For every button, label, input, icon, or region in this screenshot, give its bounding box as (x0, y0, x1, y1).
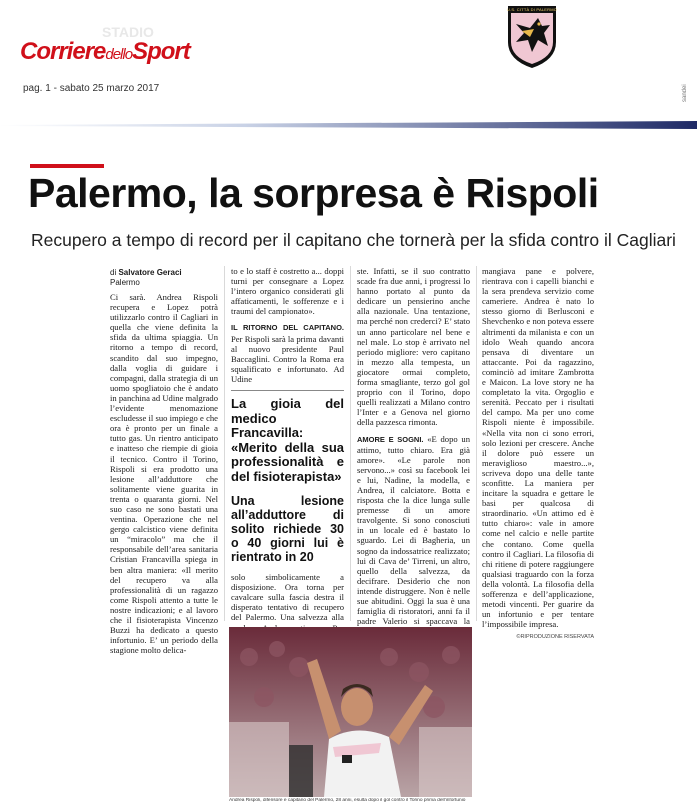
masthead-mid: dello (105, 46, 133, 63)
article-column-4 (482, 266, 594, 642)
header-divider-bar (0, 116, 697, 124)
article-column-2 (231, 266, 344, 663)
byline (110, 268, 218, 278)
palermo-crest-logo (504, 4, 560, 70)
column-text: solo simbolicamente a disposizione. Ora torna per cavalcare sulla fascia destra il disperato tentativo di recupero del Palermo. Una salvezza alla (231, 572, 344, 623)
column-separator (350, 266, 351, 621)
column-text: mangiava pane e polvere, rientrava con i capelli bianchi e la sera prendeva servizio come cameriere. Andrea è nato lo stesso giorno di Berlusconi e Shevchenko e non poteva essere altrimenti da milanista e con un idolo Weah quando ancora pensava di diventare un attaccante. Poi da ragazzino, cominciò ad imitare Zambrotta e Maicon. La love story ne ha completato la vita. Orgoglio e serenità. Peccato per i risultati del campo. Ma per uno come Rispoli niente è impossibile. «Nella vita non ci sono errori, solo lezioni per crescere. Anche il dolore può essere un meraviglioso maestro...», scriveva dopo una delle tante sconfitte. La maniera per incitare la squadra e gettare le basi per qualcosa di straordinario. «Un attimo ed è tutto chiaro»: vale in amore come nel calcio e nelle partite che contano. Come quella contro il Cagliari. La filosofia di chi ritiene di potere raggiungere qualsiasi traguardo con la forza della volontà. La filosofia della sofferenza e dell’applicazione, metodi vincenti. Per guarire da un infortunio e per tentare l’impossibile impresa. (482, 266, 594, 630)
column-separator (476, 266, 477, 621)
headline-red-rule (30, 164, 104, 168)
newspaper-masthead (20, 24, 190, 66)
article-column-1 (110, 268, 218, 655)
author-name: Salvatore Geraci (118, 268, 182, 277)
byline-prefix: di (110, 268, 117, 277)
column-text: Ci sarà. Andrea Rispoli recupera e Lopez potrà utilizzarlo contro il Cagliari in quella che viene definita la sfida da ultima spiaggia. Un ritorno a tempo di record, scandito dal suo impegno, dalla voglia di guidare i compagni, dalla strategia di un uomo spogliatoio che è andato in panchina ad Udine malgrado l’evidente menomazione escludesse il suo impiego e che ora è pronto per un finale a tutto gas. Un rientro anticipato e inatteso che riempie di gioia il tecnico. Contro il Torino, Rispoli si era prodotto una lesione all’adduttore che solitamente viene guarita in trenta o quaranta giorni. Nel suo caso ne sono bastati una ventina. Operazione che nel gergo calcistico viene definita un “miracolo” ma che il responsabile dell’area sanitaria Cristian Francavilla spiega in ben altra maniera: «Il merito del recupero va alla professionalità di un ragazzo come Rispoli attento a tutte le nostre indicazioni; e al lavoro che il fisioterapista Vincenzo Buzzi ha dedicato a questo infortunio. E’ un periodo della stagione molto delica- (110, 292, 218, 656)
highlight-quote-title: La gioia del medico Francavilla: «Merito della sua professionalità e del fisioterapista» (231, 396, 344, 484)
section-text: «E dopo un attimo, tutto chiaro. Era già amore». «Le parole non servono...» così su facebook lei e lui, Nadine, la modella, e Andrea, il calciatore. Botta e risposta che la dice lunga sulle premesse di un amore travolgente. Si sono conosciuti in un locale ed è bastato lo sguardo. Lei di Bagheria, un sogno da indossatrice realizzato; lui di Cava de’ Tirreni, un altro, quello della salvezza, da decifrare. Desiderio che non intende distruggere. Non è nelle sue abitudini. Oggi la sua è una famiglia di ristoratori, anni fa il padre Valerio si spaccava la (357, 433, 471, 627)
column-separator (224, 266, 225, 621)
section-text: Per Rispoli sarà la prima davanti al nuovo presidente Paul Baccaglini. Contro la Roma era squalificato e infortunato. Ad Udine (231, 333, 344, 384)
masthead-ghost-text: STADIO (102, 24, 154, 40)
section-heading: IL RITORNO DEL CAPITANO. (231, 323, 344, 333)
photo-caption: Andrea Rispoli, difensore e capitano del Palermo, 28 anni, esulta dopo il gol contro il Torino prima dell’infortunio (229, 798, 466, 803)
dateline-location: Palermo (110, 278, 140, 287)
masthead-end: Sport (132, 38, 190, 65)
section-heading: AMORE E SOGNI. (357, 434, 424, 444)
article-subheadline: Recupero a tempo di record per il capitano che tornerà per la sfida contro il Cagliari (31, 230, 676, 250)
highlight-subtitle: Una lesione all’adduttore di solito richiede 30 o 40 giorni lui è rientrato in 20 (231, 494, 344, 565)
masthead-main: Corriere (20, 38, 106, 65)
side-code: sandei (682, 84, 688, 102)
page-info: pag. 1 - sabato 25 marzo 2017 (23, 83, 160, 94)
column-text: ste. Infatti, se il suo contratto scade fra due anni, i progressi lo hanno portato al punto da dedicare un pensierino anche alla nazionale. Una tentazione, ma perché non crederci? E’ stato un anno particolare nel bene e nel male. Lo stop è arrivato nel periodo migliore: vero capitano in mezzo alla tempesta, un giocatore ormai completo, forma smagliante, terzo gol gol proprio con il Torino, dopo quelli realizzati a Milano contro l’Inter e a Genova nel giorno della pazzesca rimonta. (357, 266, 470, 428)
article-photo (229, 627, 472, 797)
crest-label: U.S. CITTÀ DI PALERMO (506, 7, 558, 12)
copyright-notice: ©RIPRODUZIONE RISERVATA (516, 634, 594, 641)
article-column-3 (357, 266, 470, 636)
column-text: to e lo staff è costretto a... doppi turni per consegnare a Lopez l’intero organico considerati gli affaticamenti, le sofferenze e i traumi del campionato». (231, 266, 344, 317)
highlight-box (231, 390, 344, 564)
article-headline: Palermo, la sorpresa è Rispoli (28, 170, 599, 216)
